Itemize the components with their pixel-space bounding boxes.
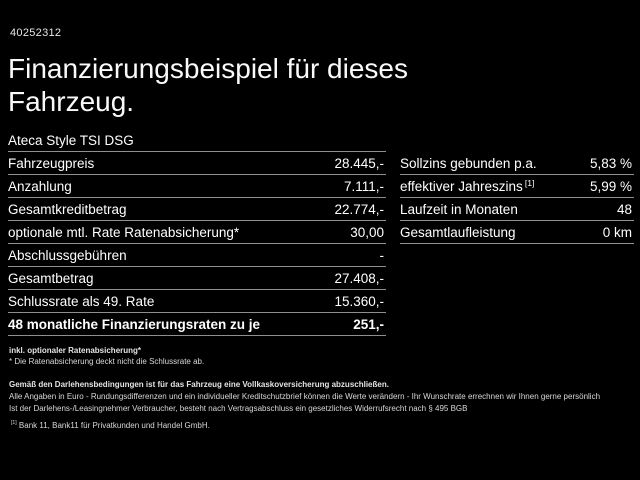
- finance-row: [8, 152, 386, 175]
- finance-label-text: Gesamtbetrag: [8, 271, 94, 286]
- finance-value: 22.774,-: [334, 202, 384, 217]
- finance-label: [8, 248, 127, 263]
- condition-label-text: Gesamtlaufleistung: [400, 225, 516, 240]
- condition-value: 5,99 %: [589, 179, 632, 194]
- monthly-rate-total-row: [8, 313, 386, 336]
- finance-row: [8, 290, 386, 313]
- legal-general-info: Alle Angaben in Euro - Rundungsdifferenzen und ein individueller Kreditschutzbrief können die Werte verändern - Ihr Wunschrate errechnen wir Ihnen gerne persönlich: [9, 392, 601, 401]
- legal-withdrawal-right: Ist der Darlehens-/Leasingnehmer Verbraucher, besteht nach Vertragsabschluss ein gesetzliches Widerrufsrecht nach § 495 BGB: [9, 404, 468, 413]
- finance-label: [8, 179, 72, 194]
- offer-reference-number: 40252312: [10, 27, 62, 39]
- finance-value: 7.111,-: [343, 179, 384, 194]
- finance-row: [8, 221, 386, 244]
- monthly-rate-total-value: 251,-: [353, 317, 384, 332]
- condition-value: 5,83 %: [589, 156, 632, 171]
- finance-label-text: optionale mtl. Rate Ratenabsicherung*: [8, 225, 240, 240]
- finance-label-text: Anzahlung: [8, 179, 72, 194]
- vehicle-model-label: Ateca Style TSI DSG: [8, 133, 134, 148]
- insurance-footnote-block: [9, 345, 204, 367]
- finance-row: [8, 244, 386, 267]
- page-title: Finanzierungsbeispiel für dieses Fahrzeug.: [8, 53, 408, 117]
- insurance-footnote-title: inkl. optionaler Ratenabsicherung*: [9, 346, 142, 355]
- footnote-marker: [1]: [524, 177, 535, 188]
- condition-label: [400, 156, 537, 171]
- condition-label-text: Sollzins gebunden p.a.: [400, 156, 537, 171]
- finance-label: [8, 225, 239, 240]
- finance-label: [8, 271, 94, 286]
- finance-label: [8, 202, 127, 217]
- finance-label-text: Schlussrate als 49. Rate: [8, 294, 155, 309]
- vehicle-model-row: [8, 129, 386, 152]
- condition-label: [400, 225, 516, 240]
- insurance-footnote-text: * Die Ratenabsicherung deckt nicht die Schlussrate ab.: [9, 357, 205, 366]
- conditions-table: [400, 152, 634, 244]
- finance-label-text: Gesamtkreditbetrag: [8, 202, 127, 217]
- finance-value: 28.445,-: [334, 156, 384, 171]
- finance-label: [8, 156, 94, 171]
- condition-row: [400, 175, 634, 198]
- finance-value: -: [379, 248, 384, 263]
- finance-value: 15.360,-: [334, 294, 384, 309]
- condition-row: [400, 152, 634, 175]
- condition-label-text: Laufzeit in Monaten: [400, 202, 518, 217]
- bank-reference-text: Bank 11, Bank11 für Privatkunden und Handel GmbH.: [18, 421, 210, 430]
- bank-reference-line: [9, 420, 600, 432]
- finance-row: [8, 267, 386, 290]
- condition-row: [400, 198, 634, 221]
- finance-value: 30,00: [350, 225, 384, 240]
- legal-text-block: [9, 379, 600, 432]
- finance-table-rows: [8, 152, 386, 313]
- finance-label: [8, 294, 154, 309]
- monthly-rate-total-label: 48 monatliche Finanzierungsraten zu je: [8, 317, 261, 332]
- condition-label: [400, 179, 534, 194]
- footnote-marker: [1]: [11, 420, 17, 427]
- legal-insurance-requirement: Gemäß den Darlehensbedingungen ist für das Fahrzeug eine Vollkaskoversicherung abzuschließen.: [9, 380, 389, 389]
- condition-value: 48: [616, 202, 632, 217]
- finance-label-text: Fahrzeugpreis: [8, 156, 95, 171]
- condition-label: [400, 202, 518, 217]
- condition-value: 0 km: [602, 225, 632, 240]
- finance-row: [8, 175, 386, 198]
- condition-row: [400, 221, 634, 244]
- finance-label-text: Abschlussgebühren: [8, 248, 127, 263]
- finance-table: [8, 129, 386, 336]
- finance-row: [8, 198, 386, 221]
- condition-label-text: effektiver Jahreszins: [400, 179, 523, 194]
- finance-value: 27.408,-: [334, 271, 384, 286]
- conditions-table-rows: [400, 152, 634, 244]
